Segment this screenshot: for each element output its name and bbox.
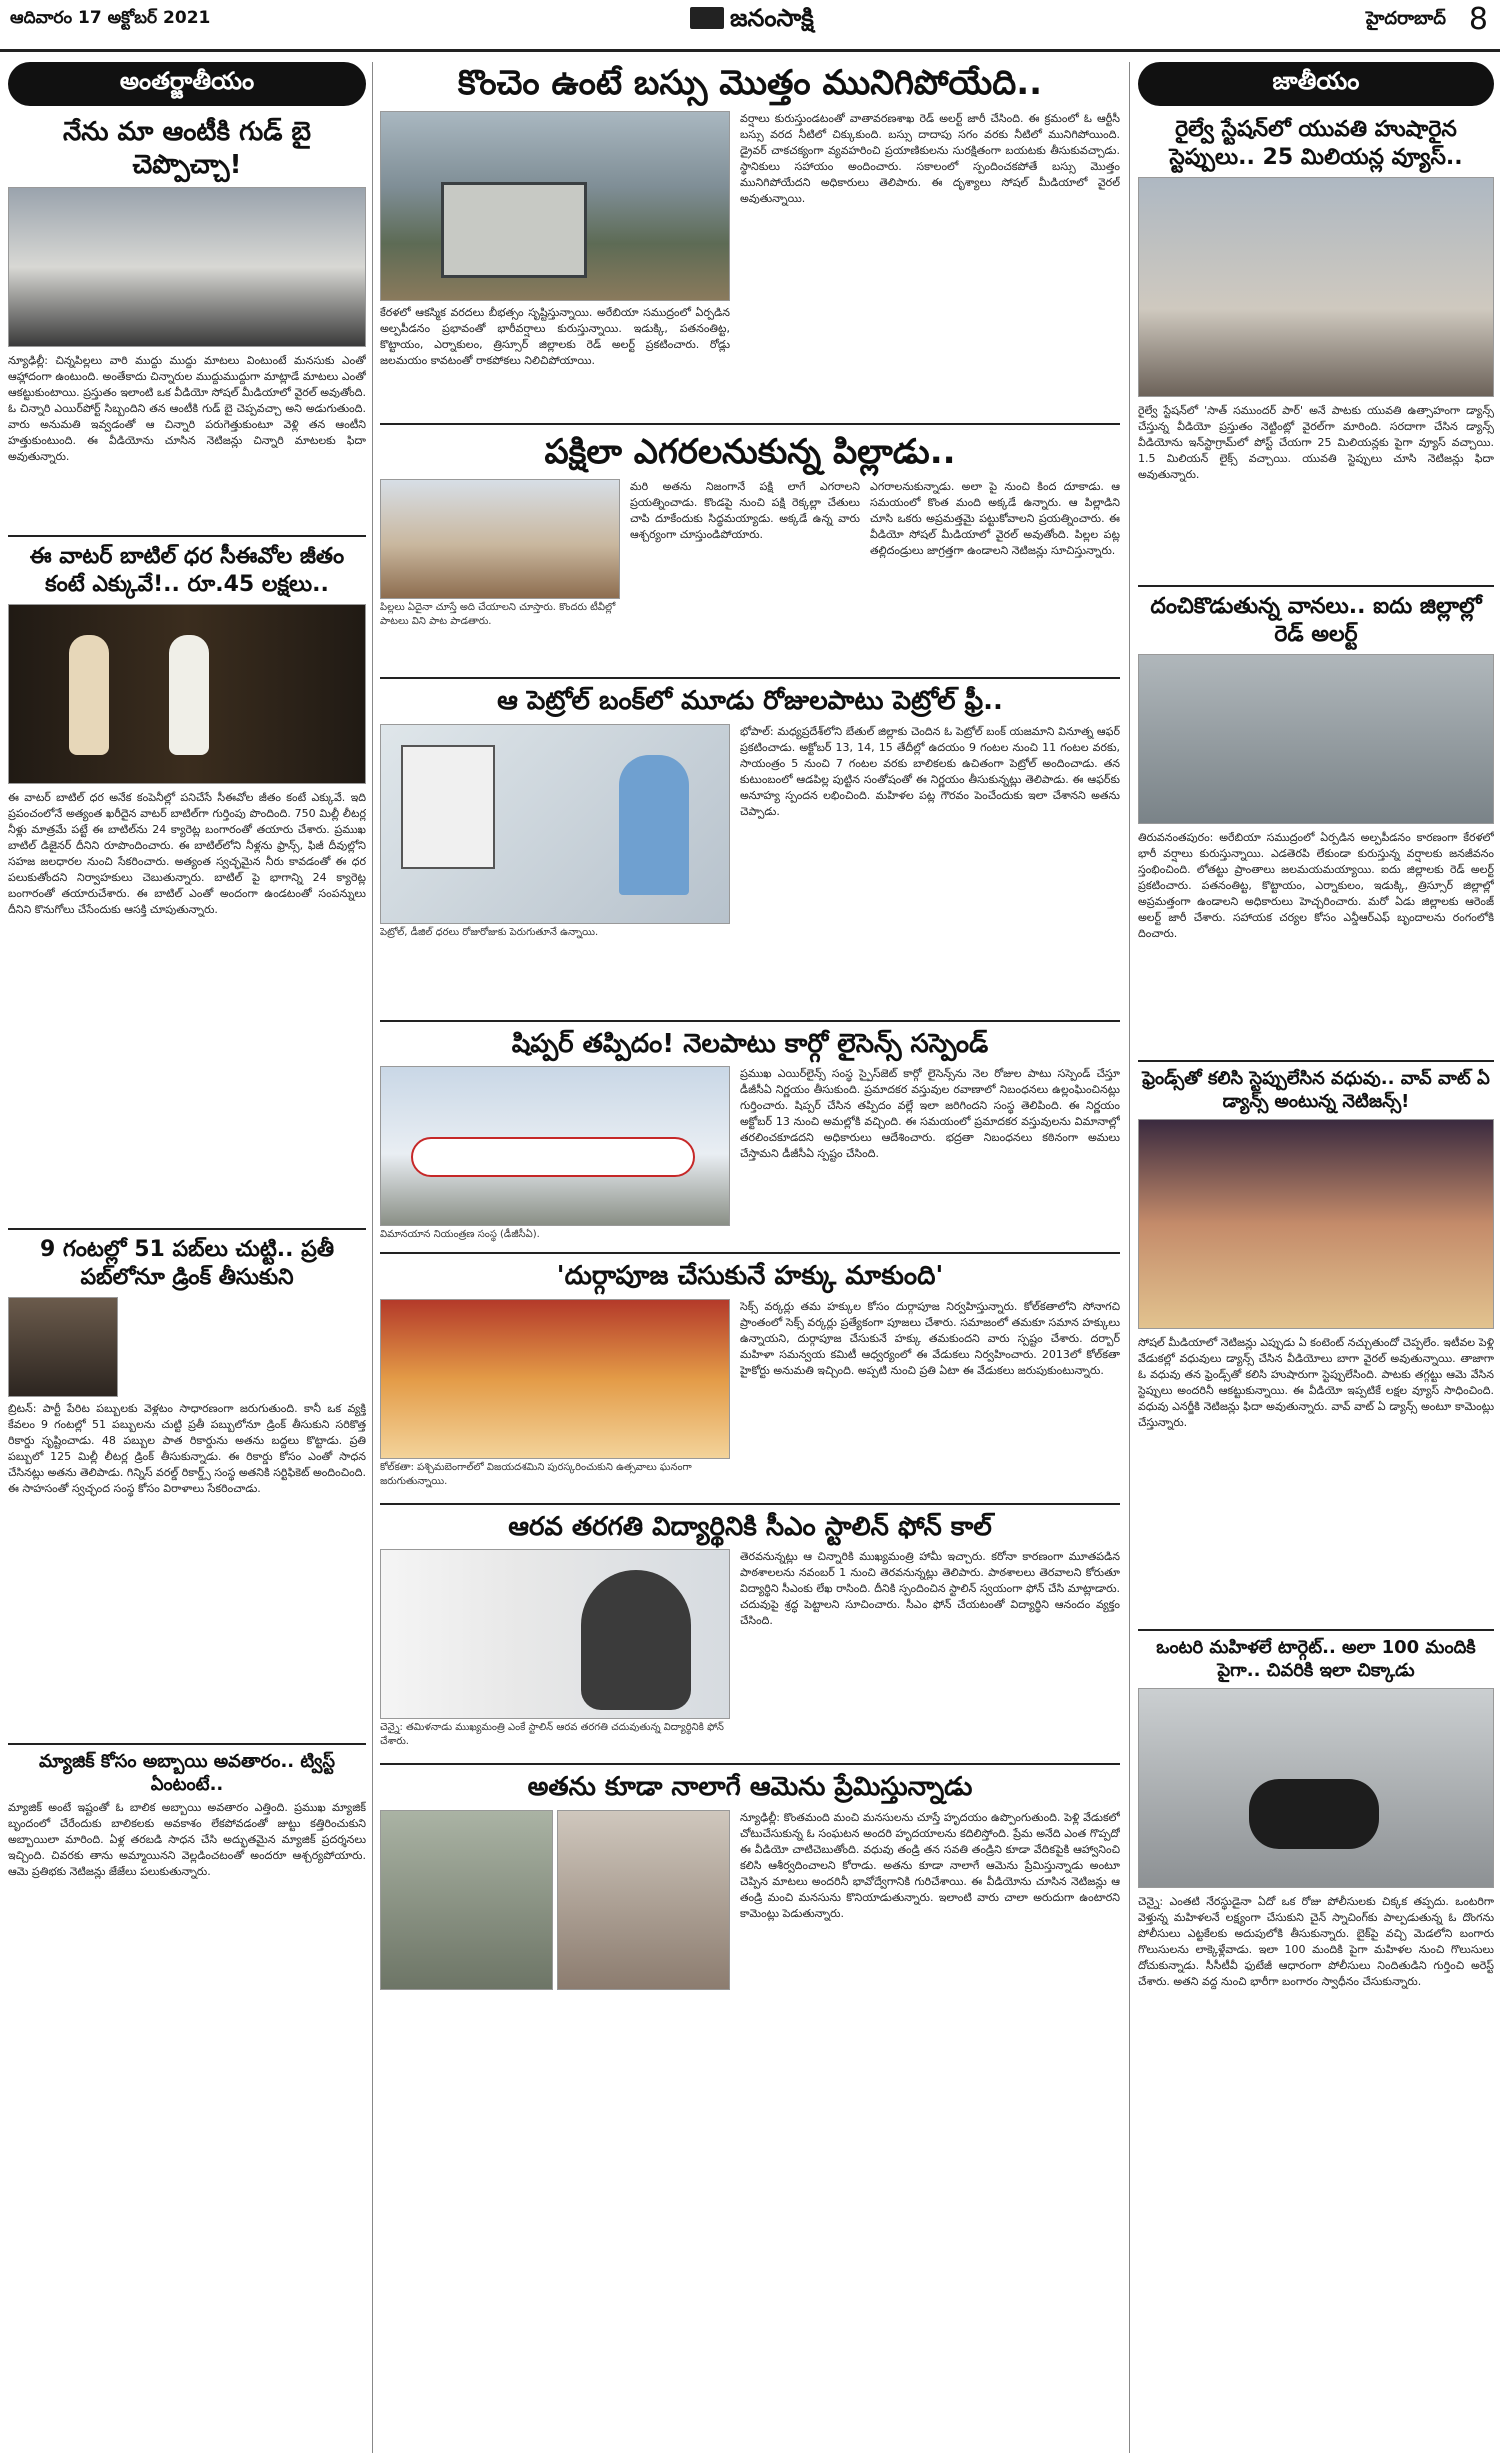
story-divider — [8, 1743, 366, 1745]
gold-water-bottles-photo — [8, 604, 366, 784]
story-goodbye-aunty — [8, 116, 366, 529]
story-body: బ్రిటన్: పార్టీ పేరిట పబ్బులకు వెళ్లటం సాధారణంగా జరుగుతుంది. కానీ ఒక వ్యక్తి కేవలం 9 గంటల్లో 51 పబ్బులను చుట్టి ప్రతీ పబ్బులోనూ డ్రింక్ తీసుకుని సరికొత్త రికార్డు సృష్టించాడు. 48 పబ్బుల పాత రికార్డును అతను బద్దలు కొట్టాడు. ప్రతి పబ్బులో 125 మిల్లీ లీటర్ల డ్రింక్ తీసుకున్నాడు. ఈ రికార్డు కోసం ఎంతో సాధన చేసినట్లు అతను తెలిపాడు. గిన్నిస్ వరల్డ్ రికార్డ్స్ సంస్థ అతనికి సర్టిఫికెట్ అందించింది. ఈ సాహసంతో స్వచ్ఛంద సంస్థ కోసం విరాళాలు సేకరించాడు. — [8, 1402, 366, 1495]
national-column — [1138, 62, 1494, 2453]
story-chain-snatcher — [1138, 1637, 1494, 2214]
story-father-love — [380, 1771, 1120, 2030]
photo-caption: పిల్లలు ఏదైనా చూస్తే అది చేయాలని చూస్తారు. కొందరు టీవీల్లో పాటలు విని పాట పాడతారు. — [380, 602, 616, 627]
story-divider — [1138, 1629, 1494, 1631]
story-divider — [380, 677, 1120, 679]
brand-name: జనంసాక్షి — [730, 4, 814, 32]
story-divider — [380, 1503, 1120, 1505]
newspaper-brand — [690, 4, 814, 38]
column-divider — [1129, 62, 1130, 2453]
photo-caption: చెన్నై: తమిళనాడు ముఖ్యమంత్రి ఎంకే స్టాలిన్ ఆరవ తరగతి చదువుతున్న విద్యార్థినికి ఫోన్ చేశారు. — [380, 1722, 724, 1747]
international-column — [8, 62, 366, 2453]
station-dance-photo — [1138, 177, 1494, 397]
stalin-phone-photo — [380, 1549, 730, 1719]
story-headline: ఫ్రెండ్స్‌తో కలిసి స్టెప్పులేసిన వధువు.. వావ్ వాట్ ఏ డ్యాన్స్ అంటున్న నెటిజన్స్! — [1142, 1068, 1490, 1112]
rain-street-photo — [1138, 654, 1494, 824]
brand-logo-icon — [690, 7, 724, 29]
pub-record-man-photo — [8, 1297, 118, 1397]
story-free-petrol — [380, 685, 1120, 1014]
story-body: ఈ వాటర్ బాటిల్ ధర అనేక కంపెనీల్లో పనిచేసే సీఈవోల జీతం కంటే ఎక్కువే. ఇది ప్రపంచంలోనే అత్యంత ఖరీదైన వాటర్ బాటిల్‌గా గుర్తింపు పొందింది. 750 మిల్లీ లీటర్ల నీళ్లు మాత్రమే పట్టే ఈ బాటిల్‌ను 24 క్యారెట్ల బంగారంతో తయారు చేశారు. ప్రముఖ బాటిల్ డిజైనర్ దీనిని రూపొందించారు. ఈ బాటిల్‌లోని నీళ్లను ఫ్రాన్స్, ఫిజీ దీవుల్లోని సహజ జలధారల నుంచి సేకరించారు. అత్యంత స్వచ్ఛమైన నీరు కావడంతో ఈ ధర పలుకుతోందని నిర్వాహకులు చెబుతున్నారు. బాటిల్ పై భాగాన్ని 24 క్యారెట్ల బంగారంతో తయారుచేశారు. ఈ బాటిల్ ఎంతో అందంగా ఉండటంతో సంపన్నులు దీనిని కొనుగోలు చేసేందుకు ఆసక్తి చూపుతున్నారు. — [8, 791, 366, 916]
story-divider — [380, 423, 1120, 425]
story-body: న్యూఢిల్లీ: చిన్నపిల్లలు వారి ముద్దు ముద్దు మాటలు వింటుంటే మనసుకు ఎంతో ఆహ్లాదంగా ఉంటుంది. అంతేకాదు చిన్నారుల ముద్దుముద్దుగా మాట్లాడే మాటలు ఎంతో ఆకట్టుకుంటాయి. ప్రస్తుతం ఇలాంటి ఒక వీడియో సోషల్ మీడియాలో వైరల్ అవుతోంది. ఓ చిన్నారి ఎయిర్‌పోర్ట్ సిబ్బందిని తన ఆంటీకి గుడ్ బై చెప్పవచ్చా అని అడుగుతుంది. వారు అనుమతి ఇవ్వడంతో ఆ చిన్నారి పరుగెత్తుకుంటూ వెళ్లి తన ఆంటీని హత్తుకుంటుంది. ఈ వీడియోను చూసిన నెటిజన్లు చిన్నారి మాటలకు ఫిదా అవుతున్నారు. — [8, 354, 366, 463]
story-body-b: ఎగరాలనుకున్నాడు. అలా పై నుంచి కింద దూకాడు. ఆ సమయంలో కొంత మంది అక్కడే ఉన్నారు. ఆ పిల్లాడిని చూసి ఒకరు అప్రమత్తమై పట్టుకోవాలని ప్రయత్నించారు. ఈ వీడియో సోషల్ మీడియాలో వైరల్ అవుతోంది. పిల్లల పట్ల తల్లిదండ్రులు జాగ్రత్తగా ఉండాలని నెటిజన్లు సూచిస్తున్నారు. — [870, 480, 1120, 557]
story-kerala-rains — [1138, 593, 1494, 1054]
story-headline: రైల్వే స్టేషన్‌లో యువతి హుషారైన స్టెప్పులు.. 25 మిలియన్ల వ్యూస్.. — [1169, 117, 1463, 170]
page-number: 8 — [1468, 2, 1488, 37]
story-headline: కొంచెం ఉంటే బస్సు మొత్తం మునిగిపోయేది.. — [457, 63, 1043, 103]
story-body: న్యూఢిల్లీ: కొంతమంది మంచి మనసులను చూస్తే హృదయం ఉప్పొంగుతుంది. పెళ్లి వేడుకలో చోటుచేసుకున్న ఓ సంఘటన అందరి హృదయాలను కదిలిస్తోంది. ప్రేమ అనేది ఎంత గొప్పదో ఈ వీడియో చాటిచెబుతోంది. వధువు తండ్రి తన సవతి తండ్రిని కూడా వేదికపైకి ఆహ్వానించి కలిసి ఆశీర్వదించాలని కోరాడు. అతను కూడా నాలాగే ఆమెను ప్రేమిస్తున్నాడు అంటూ చెప్పిన మాటలు అందరినీ భావోద్వేగానికి గురిచేశాయి. ఈ వీడియోను చూసిన నెటిజన్లు ఆ తండ్రి మంచి మనసును కొనియాడుతున్నారు. ఇలాంటి వారు చాలా అరుదుగా ఉంటారని కామెంట్లు పెడుతున్నారు. — [740, 1810, 1120, 1920]
story-divider — [1138, 585, 1494, 587]
story-body: మ్యాజిక్ అంటే ఇష్టంతో ఓ బాలిక అబ్బాయి అవతారం ఎత్తింది. ప్రముఖ మ్యాజిక్ బృందంలో చేరేందుకు బాలికలకు అవకాశం లేకపోవడంతో జుట్టు కత్తిరించుకుని అబ్బాయిలా మారింది. ఏళ్ల తరబడి సాధన చేసి అద్భుతమైన మ్యాజిక్ ప్రదర్శనలు ఇచ్చింది. చివరకు తాను అమ్మాయినని వెల్లడించటంతో అందరూ ఆశ్చర్యపోయారు. ఆమె ప్రతిభకు నెటిజన్లు జేజేలు పలుకుతున్నారు. — [8, 1801, 366, 1878]
story-magic-girl — [8, 1751, 366, 2130]
boy-on-cliff-photo — [380, 479, 620, 599]
wedding-photo-right — [557, 1810, 730, 1990]
section-header-national: జాతీయం — [1138, 62, 1494, 106]
main-column — [380, 62, 1120, 2453]
bike-rider-photo — [1138, 1688, 1494, 1888]
story-body: చెన్నై: ఎంతటి నేరస్థుడైనా ఏదో ఒక రోజు పోలీసులకు చిక్కక తప్పదు. ఒంటరిగా వెళ్తున్న మహిళలనే లక్ష్యంగా చేసుకుని చైన్ స్నాచింగ్‌కు పాల్పడుతున్న ఓ దొంగను పోలీసులు ఎట్టకేలకు అదుపులోకి తీసుకున్నారు. బైక్‌పై వచ్చి మెడలోని బంగారు గొలుసులను లాక్కెళ్లేవాడు. ఇలా 100 మందికి పైగా మహిళల నుంచి గొలుసులు దోచుకున్నాడు. సీసీటీవీ ఫుటేజీ ఆధారంగా పోలీసులు నిందితుడిని గుర్తించి అరెస్ట్ చేశారు. అతని వద్ద నుంచి భారీగా బంగారం స్వాధీనం చేసుకున్నారు. — [1138, 1895, 1494, 1988]
story-headline: 9 గంటల్లో 51 పబ్‌లు చుట్టి.. ప్రతీ పబ్‌లోనూ డ్రింక్ తీసుకుని — [39, 1237, 335, 1290]
story-51-pubs — [8, 1236, 366, 1737]
story-boy-fly — [380, 431, 1120, 672]
story-divider — [380, 1763, 1120, 1765]
story-bride-dance — [1138, 1068, 1494, 1623]
wedding-photo-left — [380, 1810, 553, 1990]
photo-caption: పెట్రోల్, డీజిల్ ధరలు రోజురోజుకు పెరుగుతూనే ఉన్నాయి. — [380, 926, 599, 938]
story-body-a: కేరళలో ఆకస్మిక వరదలు బీభత్సం సృష్టిస్తున్నాయి. అరేబియా సముద్రంలో ఏర్పడిన అల్పపీడనం ప్రభావంతో భారీవర్షాలు కురుస్తున్నాయి. ఇడుక్కి, పతనంతిట్ట, కొట్టాయం, ఎర్నాకులం, త్రిస్సూర్ జిల్లాలకు రెడ్ అలర్ట్ ప్రకటించారు. రోడ్లు జలమయం కావటంతో రాకపోకలు నిలిచిపోయాయి. — [380, 305, 730, 367]
story-body: తెరవనున్నట్లు ఆ చిన్నారికి ముఖ్యమంత్రి హామీ ఇచ్చారు. కరోనా కారణంగా మూతపడిన పాఠశాలలను నవంబర్ 1 నుంచి తెరవనున్నట్లు తెలిపారు. పాఠశాలలు తెరవాలని కోరుతూ విద్యార్థిని సీఎంకు లేఖ రాసింది. దీనికి స్పందించిన స్టాలిన్ స్వయంగా ఫోన్ చేసి మాట్లాడారు. చదువుపై శ్రద్ధ పెట్టాలని సూచించారు. సీఎం ఫోన్ చేయటంతో విద్యార్థిని ఆనందం వ్యక్తం చేసింది. — [740, 1550, 1120, 1627]
story-headline: షిప్పర్ తప్పిదం! నెలపాటు కార్గో లైసెన్స్ సస్పెండ్ — [511, 1028, 989, 1059]
story-body: రైల్వే స్టేషన్‌లో 'సాత్ సముందర్ పార్' అనే పాటకు యువతి ఉత్సాహంగా డ్యాన్స్ చేస్తున్న వీడియో ప్రస్తుతం నెట్టింట్లో వైరల్‌గా మారింది. సరదాగా చేసిన డ్యాన్స్ వీడియోను ఇన్‌స్టాగ్రామ్‌లో పోస్ట్ చేయగా 25 మిలియన్లకు పైగా వ్యూస్ వచ్చాయి. 1.5 మిలియన్ లైక్స్ వచ్చాయి. యువతి స్టెప్పులు చూసి నెటిజన్లు ఫిదా అవుతున్నారు. — [1138, 404, 1494, 481]
spicejet-plane-photo — [380, 1066, 730, 1226]
story-headline: మ్యాజిక్ కోసం అబ్బాయి అవతారం.. ట్విస్ట్ ఏంటంటే.. — [39, 1751, 335, 1795]
story-bus-flood — [380, 62, 1120, 417]
story-headline: ఈ వాటర్ బాటిల్ ధర సీఈవోల జీతం కంటే ఎక్కువే!.. రూ.45 లక్షలు.. — [29, 544, 345, 597]
story-durga-puja — [380, 1260, 1120, 1497]
petrol-bunk-photo — [380, 724, 730, 924]
story-body-a: మరి అతను నిజంగానే పక్షి లాగే ఎగరాలని ప్రయత్నించాడు. కొండపై నుంచి పక్షి రెక్కల్లా చేతులు చాపి దూకేందుకు సిద్ధమయ్యాడు. అక్కడే ఉన్న వారు ఆశ్చర్యంగా చూస్తుండిపోయారు. — [630, 480, 860, 541]
story-water-bottle — [8, 543, 366, 1222]
story-headline: ఆ పెట్రోల్ బంక్‌లో మూడు రోజులపాటు పెట్రోల్ ఫ్రీ.. — [497, 686, 1003, 716]
airport-child-photo — [8, 187, 366, 347]
story-body-b: వర్షాలు కురుస్తుండటంతో వాతావరణశాఖ రెడ్ అలర్ట్ జారీ చేసింది. ఈ క్రమంలో ఓ ఆర్టీసీ బస్సు వరద నీటిలో చిక్కుకుంది. బస్సు దాదాపు సగం వరకు నీటిలో మునిగిపోయింది. డ్రైవర్ చాకచక్యంగా వ్యవహరించి ప్రయాణికులను సురక్షితంగా బయటకు తీసుకువచ్చాడు. స్థానికులు సహాయం అందించారు. సకాలంలో స్పందించకపోతే బస్సు మొత్తం మునిగిపోయేదని అధికారులు తెలిపారు. ఈ దృశ్యాలు సోషల్ మీడియాలో వైరల్ అవుతున్నాయి. — [740, 111, 1120, 205]
bride-dance-photo — [1138, 1119, 1494, 1329]
story-body: ప్రముఖ ఎయిర్‌లైన్స్ సంస్థ స్పైస్‌జెట్ కార్గో లైసెన్స్‌ను నెల రోజుల పాటు సస్పెండ్ చేస్తూ డీజీసీఏ నిర్ణయం తీసుకుంది. ప్రమాదకర వస్తువుల రవాణాలో నిబంధనలు ఉల్లంఘించినట్లు గుర్తించారు. షిప్పర్ చేసిన తప్పిదం వల్లే ఇలా జరిగిందని సంస్థ తెలిపింది. ఈ నిర్ణయం అక్టోబర్ 13 నుంచి అమల్లోకి వచ్చింది. ఈ సమయంలో ప్రమాదకర వస్తువులను విమానాల్లో తరలించకూడదని అధికారులు ఆదేశించారు. భద్రతా నిబంధనలు కఠినంగా అమలు చేస్తామని డీజీసీఏ స్పష్టం చేసింది. — [740, 1067, 1120, 1160]
photo-caption: కోల్‌కతా: పశ్చిమబెంగాల్‌లో విజయదశమిని పురస్కరించుకుని ఉత్సవాలు ఘనంగా జరుగుతున్నాయి. — [380, 1461, 692, 1487]
issue-date: ఆదివారం 17 అక్టోబర్ 2021 — [10, 8, 211, 28]
story-headline: నేను మా ఆంటీకి గుడ్ బై చెప్పొచ్చా! — [62, 117, 312, 180]
story-headline: ఆరవ తరగతి విద్యార్థినికి సీఎం స్టాలిన్ ఫోన్ కాల్ — [508, 1511, 992, 1542]
story-body: తిరువనంతపురం: అరేబియా సముద్రంలో ఏర్పడిన అల్పపీడనం కారణంగా కేరళలో భారీ వర్షాలు కురుస్తున్నాయి. ఎడతెరపి లేకుండా కురుస్తున్న వర్షాలకు జనజీవనం స్తంభించింది. లోతట్టు ప్రాంతాలు జలమయమయ్యాయి. ఐదు జిల్లాలకు రెడ్ అలర్ట్ ప్రకటించారు. పతనంతిట్ట, కొట్టాయం, ఎర్నాకులం, ఇడుక్కి, త్రిస్సూర్ జిల్లాల్లో అప్రమత్తంగా ఉండాలని అధికారులు హెచ్చరించారు. మరో ఏడు జిల్లాలకు ఆరెంజ్ అలర్ట్ జారీ చేశారు. సహాయక చర్యల కోసం ఎన్డీఆర్ఎఫ్ బృందాలను రంగంలోకి దించారు. — [1138, 831, 1494, 940]
story-headline: 'దుర్గాపూజ చేసుకునే హక్కు మాకుంది' — [556, 1261, 944, 1291]
column-divider — [372, 62, 373, 2453]
story-headline: అతను కూడా నాలాగే ఆమెను ప్రేమిస్తున్నాడు — [527, 1772, 973, 1802]
edition-city: హైదరాబాద్ — [1365, 8, 1446, 29]
section-header-international: అంతర్జాతీయం — [8, 62, 366, 106]
durga-idol-photo — [380, 1299, 730, 1459]
story-body: సెక్స్ వర్కర్లు తమ హక్కుల కోసం దుర్గాపూజ నిర్వహిస్తున్నారు. కోల్‌కతాలోని సోనాగచి ప్రాంతంలో సెక్స్ వర్కర్లు ప్రత్యేకంగా పూజలు చేశారు. సమాజంలో తమకూ సమాన హక్కులు ఉన్నాయని, దుర్గాపూజ చేసుకునే హక్కు తమకుందని వారు స్పష్టం చేశారు. దర్బార్ మహిళా సమన్వయ కమిటీ ఆధ్వర్యంలో ఈ వేడుకలు నిర్వహించారు. 2013లో కోల్‌కతా హైకోర్టు అనుమతి ఇచ్చింది. అప్పటి నుంచి ప్రతి ఏటా ఈ వేడుకలు జరుపుకుంటున్నారు. — [740, 1299, 1120, 1377]
story-divider — [8, 1228, 366, 1230]
story-headline: ఒంటరి మహిళలే టార్గెట్.. అలా 100 మందికి పైగా.. చివరికి ఇలా చిక్కాడు — [1156, 1637, 1476, 1681]
story-station-dance — [1138, 116, 1494, 579]
masthead — [0, 0, 1500, 52]
story-headline: దంచికొడుతున్న వానలు.. ఐదు జిల్లాల్లో రెడ్ అలర్ట్ — [1150, 594, 1482, 647]
story-headline: పక్షిలా ఎగరలనుకున్న పిల్లాడు.. — [544, 431, 956, 472]
submerged-bus-photo — [380, 111, 730, 301]
story-body: సోషల్ మీడియాలో నెటిజన్లు ఎప్పుడు ఏ కంటెంట్ నచ్చుతుందో చెప్పలేం. ఇటీవల పెళ్లి వేడుకల్లో వధువులు డ్యాన్స్ చేసిన వీడియోలు బాగా వైరల్ అవుతున్నాయి. తాజాగా ఓ వధువు తన ఫ్రెండ్స్‌తో కలిసి హుషారుగా స్టెప్పులేసింది. పాటకు తగ్గట్టు ఆమె వేసిన స్టెప్పులు అందరినీ ఆకట్టుకున్నాయి. ఈ వీడియో ఇప్పటికే లక్షల వ్యూస్ సాధించింది. వధువు ఎనర్జీకి నెటిజన్లు ఫిదా అవుతున్నారు. వావ్ వాట్ ఏ డ్యాన్స్ అంటూ కామెంట్లు చేస్తున్నారు. — [1138, 1336, 1494, 1429]
story-divider — [380, 1020, 1120, 1022]
story-divider — [8, 535, 366, 537]
story-cargo-license — [380, 1028, 1120, 1247]
story-stalin-call — [380, 1511, 1120, 1758]
photo-caption: విమానయాన నియంత్రణ సంస్థ (డీజీసీఏ). — [380, 1229, 540, 1240]
story-divider — [380, 1252, 1120, 1254]
story-body: భోపాల్: మధ్యప్రదేశ్‌లోని బేతుల్ జిల్లాకు చెందిన ఓ పెట్రోల్ బంక్ యజమాని వినూత్న ఆఫర్ ప్రకటించాడు. అక్టోబర్ 13, 14, 15 తేదీల్లో ఉదయం 9 గంటల నుంచి 11 గంటల వరకు, సాయంత్రం 5 నుంచి 7 గంటల వరకు బాలికలకు ఉచితంగా పెట్రోల్ అందించాడు. తన కుటుంబంలో ఆడపిల్ల పుట్టిన సంతోషంతో ఈ నిర్ణయం తీసుకున్నట్లు తెలిపాడు. ఈ ఆఫర్‌కు అనూహ్య స్పందన లభించింది. మహిళల పట్ల గౌరవం పెంచేందుకు ఇలా చేశానని అతను చెప్పాడు. — [740, 724, 1120, 818]
story-divider — [1138, 1060, 1494, 1062]
